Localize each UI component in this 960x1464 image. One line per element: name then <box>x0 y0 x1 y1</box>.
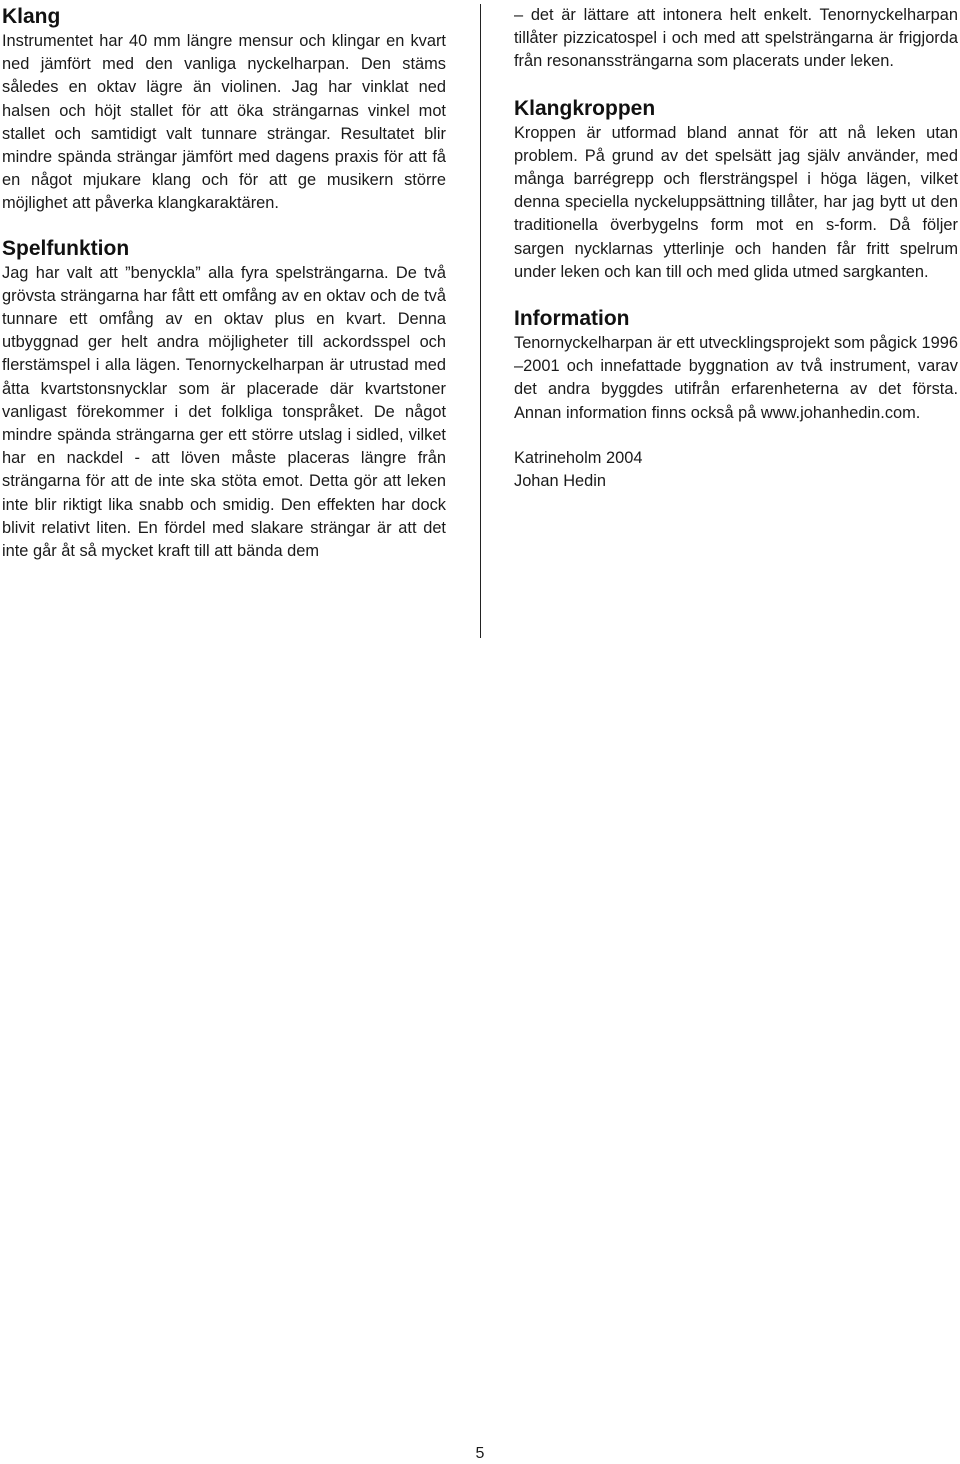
signature-author: Johan Hedin <box>514 472 607 491</box>
section-klangkroppen <box>514 96 958 284</box>
paragraph-information: Tenornyckelharpan är ett utvecklingsprojekt som pågick 1996 –2001 och innefattade byggnation av två instrument, varav det andra byggdes utifrån erfarenheterna av det första. Annan information finns också på www.johanhedin.com. <box>514 334 958 422</box>
column-divider <box>480 4 481 638</box>
paragraph-klang: Instrumentet har 40 mm längre mensur och klingar en kvart ned jämfört med den vanliga nyckelharpan. Den stäms således en oktav lägre än violinen. Jag har vinklat ned halsen och höjt stallet för att öka strängarnas vinkel mot stallet och samtidigt valt tunnare strängar. Resultatet blir mindre spända strängar jämfört med dagens praxis för att få en något mjukare klang och för att ge musikern större möjlighet att påverka klangkaraktären. <box>2 32 446 213</box>
section-information <box>514 306 958 425</box>
right-column <box>514 4 958 493</box>
section-klang <box>2 4 446 216</box>
paragraph-klangkroppen: Kroppen är utformad bland annat för att nå leken utan problem. På grund av det spelsätt jag själv använder, med många barrégrepp och flersträngspel i höga lägen, vilket denna speciella nyckeluppsättning tillåter, har jag bytt ut den traditionella överbygelns form mot en s-form. Då följer sargen nycklarnas ytterlinje och handen får fritt spelrum under leken och kan till och med glida utmed sargkanten. <box>514 123 958 281</box>
section-spelfunktion <box>2 236 446 564</box>
signature-block <box>514 447 958 493</box>
heading-klang: Klang <box>2 5 61 28</box>
page-number: 5 <box>475 1445 485 1462</box>
signature-place-year: Katrineholm 2004 <box>514 448 643 467</box>
heading-information: Information <box>514 307 630 331</box>
paragraph-continuation: – det är lättare att intonera helt enkelt. Tenornyckelharpan tillåter pizzicatospel i och med att spelsträngarna är frigjorda från resonanssträngarna som placerats under leken. <box>514 6 958 71</box>
heading-spelfunktion: Spelfunktion <box>2 236 130 260</box>
paragraph-spelfunktion: Jag har valt att ”benyckla” alla fyra spelsträngarna. De två grövsta strängarna har fått ett omfång av en oktav och de två tunnare ett omfång av en oktav plus en kvart. Denna utbyggnad ger helt andra möjligheter till ackordsspel och flerstämspel i alla lägen. Tenornyckelharpan är utrustad med åtta kvartstonsnycklar som är placerade där kvartstoner vanligast förekommer i det folkliga tonspråket. De något mindre spända strängarna ger ett större utslag i sidled, vilket har en nackdel - att löven måste placeras längre från strängarna för att de inte ska stöta emot. Detta gör att leken inte blir riktigt lika snabb och smidig. Den effekten har dock blivit relativt liten. En fördel med slakare strängar är att det inte går åt så mycket kraft till att bända dem <box>2 263 446 561</box>
heading-klangkroppen: Klangkroppen <box>514 96 656 120</box>
left-column <box>2 4 446 563</box>
